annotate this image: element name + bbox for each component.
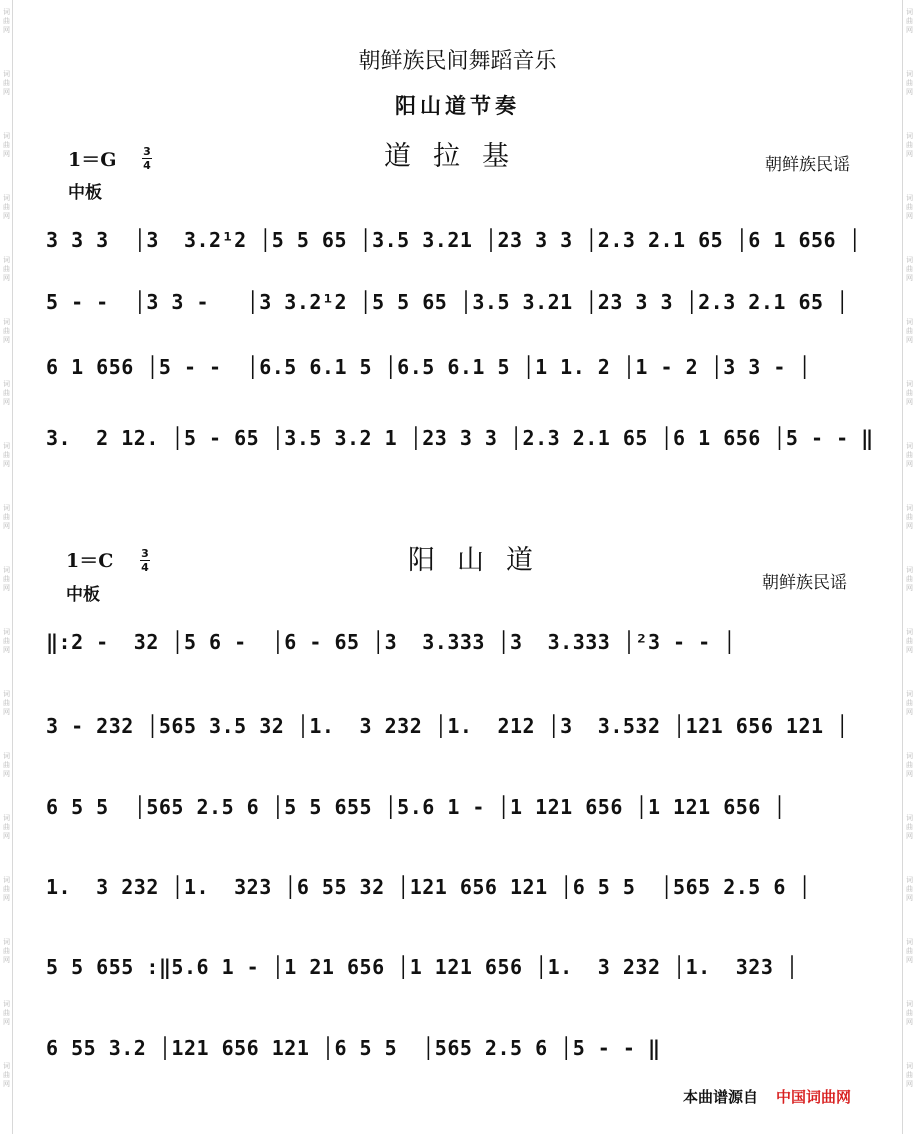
watermark-text: 词曲网 — [906, 938, 913, 964]
watermark-text: 词曲网 — [3, 814, 10, 840]
watermark-text: 词曲网 — [906, 1062, 913, 1088]
notation-line: 5 - - │3 3 - │3 3.2¹2 │5 5 65 │3.5 3.21 │23 3 3 │2.3 2.1 65 │ — [46, 290, 849, 314]
watermark-text: 词曲网 — [906, 814, 913, 840]
watermark-text: 词曲网 — [906, 8, 913, 34]
watermark-text: 词曲网 — [906, 690, 913, 716]
time-signature — [140, 548, 150, 573]
time-sig-top: 3 — [143, 145, 151, 158]
watermark-text: 词曲网 — [906, 132, 913, 158]
watermark-text: 词曲网 — [906, 194, 913, 220]
watermark-text: 词曲网 — [906, 876, 913, 902]
watermark-text: 词曲网 — [906, 318, 913, 344]
watermark-text: 词曲网 — [906, 628, 913, 654]
tempo-marking: 中板 — [68, 183, 102, 203]
watermark-text: 词曲网 — [906, 504, 913, 530]
notation-line: 3 3 3 │3 3.2¹2 │5 5 65 │3.5 3.21 │23 3 3 │2.3 2.1 65 │6 1 656 │ — [46, 228, 862, 252]
watermark-text: 词曲网 — [3, 442, 10, 468]
time-sig-top: 3 — [141, 547, 149, 560]
watermark-text: 词曲网 — [906, 70, 913, 96]
key-signature: 1＝C — [66, 550, 114, 572]
notation-line: ‖:2 - 32 │5 6 - │6 - 65 │3 3.333 │3 3.333 │²3 - - │ — [46, 630, 736, 654]
watermark-text: 词曲网 — [3, 318, 10, 344]
watermark-text: 词曲网 — [3, 690, 10, 716]
watermark-text: 词曲网 — [3, 1000, 10, 1026]
watermark-text: 词曲网 — [906, 256, 913, 282]
time-signature — [142, 146, 152, 171]
composer-credit: 朝鲜族民谣 — [765, 155, 850, 175]
watermark-text: 词曲网 — [3, 566, 10, 592]
notation-line: 3. 2 12. │5 - 65 │3.5 3.2 1 │23 3 3 │2.3 2.1 65 │6 1 656 │5 - - ‖ — [46, 426, 874, 450]
watermark-text: 词曲网 — [3, 70, 10, 96]
watermark-text: 词曲网 — [3, 504, 10, 530]
watermark-text: 词曲网 — [906, 442, 913, 468]
notation-line: 3 - 232 │565 3.5 32 │1. 3 232 │1. 212 │3 3.532 │121 656 121 │ — [46, 714, 849, 738]
key-signature: 1＝G — [68, 149, 117, 171]
watermark-text: 词曲网 — [3, 876, 10, 902]
source-site-link[interactable]: 中国词曲网 — [776, 1088, 852, 1106]
tempo-marking: 中板 — [66, 585, 100, 605]
watermark-text: 词曲网 — [906, 380, 913, 406]
watermark-text: 词曲网 — [3, 8, 10, 34]
source-label: 本曲谱源自 — [683, 1088, 759, 1106]
watermark-text: 词曲网 — [3, 380, 10, 406]
time-sig-bottom: 4 — [141, 561, 149, 574]
watermark-text: 词曲网 — [906, 566, 913, 592]
watermark-text: 词曲网 — [3, 256, 10, 282]
watermark-text: 词曲网 — [3, 194, 10, 220]
notation-line: 6 1 656 │5 - - │6.5 6.1 5 │6.5 6.1 5 │1 1. 2 │1 - 2 │3 3 - │ — [46, 355, 812, 379]
composer-credit: 朝鲜族民谣 — [762, 573, 847, 593]
collection-title: 朝鲜族民间舞蹈音乐 — [358, 49, 557, 74]
watermark-text: 词曲网 — [906, 752, 913, 778]
notation-line: 6 55 3.2 │121 656 121 │6 5 5 │565 2.5 6 │5 - - ‖ — [46, 1036, 661, 1060]
watermark-text: 词曲网 — [3, 938, 10, 964]
piece-title: 道拉基 — [384, 141, 531, 172]
watermark-text: 词曲网 — [906, 1000, 913, 1026]
watermark-text: 词曲网 — [3, 132, 10, 158]
piece-title: 阳山道 — [408, 545, 555, 576]
watermark-text: 词曲网 — [3, 628, 10, 654]
notation-line: 5 5 655 :‖5.6 1 - │1 21 656 │1 121 656 │1. 3 232 │1. 323 │ — [46, 955, 799, 979]
time-sig-bottom: 4 — [143, 159, 151, 172]
source-credit — [683, 1086, 851, 1107]
watermark-text: 词曲网 — [3, 1062, 10, 1088]
notation-line: 1. 3 232 │1. 323 │6 55 32 │121 656 121 │6 5 5 │565 2.5 6 │ — [46, 875, 812, 899]
right-watermark-strip — [902, 0, 915, 1134]
collection-subtitle: 阳山道节奏 — [395, 94, 520, 118]
watermark-text: 词曲网 — [3, 752, 10, 778]
notation-line: 6 5 5 │565 2.5 6 │5 5 655 │5.6 1 - │1 121 656 │1 121 656 │ — [46, 795, 786, 819]
left-watermark-strip — [0, 0, 13, 1134]
